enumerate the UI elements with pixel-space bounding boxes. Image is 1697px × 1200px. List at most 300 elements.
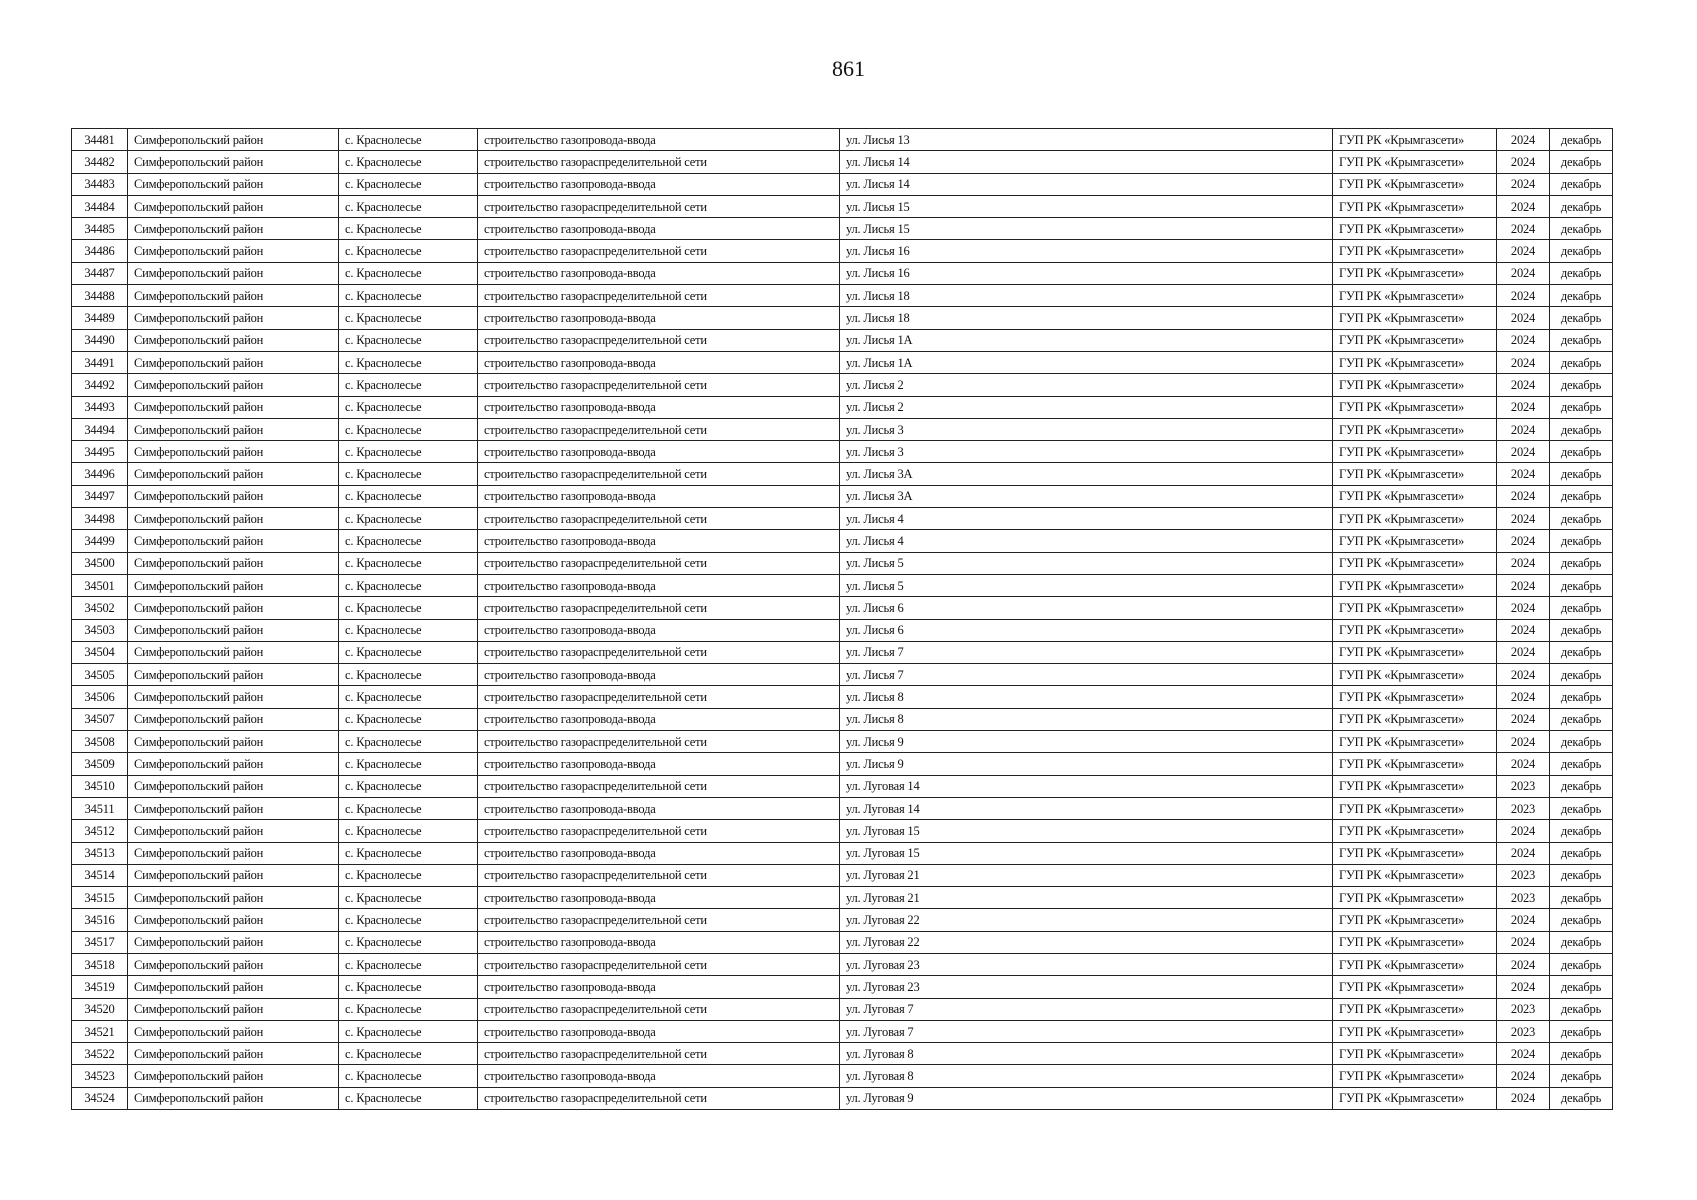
district-cell: Симферопольский район: [128, 374, 339, 396]
row-number-cell: 34497: [72, 485, 128, 507]
month-cell: декабрь: [1550, 218, 1613, 240]
work-type-cell: строительство газораспределительной сети: [478, 1087, 840, 1109]
year-cell: 2024: [1497, 731, 1550, 753]
month-cell: декабрь: [1550, 641, 1613, 663]
work-type-cell: строительство газораспределительной сети: [478, 1043, 840, 1065]
district-cell: Симферопольский район: [128, 887, 339, 909]
table-row: [72, 619, 1613, 641]
district-cell: Симферопольский район: [128, 686, 339, 708]
district-cell: Симферопольский район: [128, 463, 339, 485]
district-cell: Симферопольский район: [128, 731, 339, 753]
address-cell: ул. Луговая 21: [840, 887, 1333, 909]
table-row: [72, 864, 1613, 886]
work-type-cell: строительство газопровода-ввода: [478, 129, 840, 151]
organization-cell: ГУП РК «Крымгазсети»: [1333, 931, 1497, 953]
district-cell: Симферопольский район: [128, 418, 339, 440]
work-type-cell: строительство газораспределительной сети: [478, 508, 840, 530]
district-cell: Симферопольский район: [128, 664, 339, 686]
address-cell: ул. Лисья 5: [840, 574, 1333, 596]
month-cell: декабрь: [1550, 530, 1613, 552]
organization-cell: ГУП РК «Крымгазсети»: [1333, 1020, 1497, 1042]
table-row: [72, 129, 1613, 151]
address-cell: ул. Лисья 18: [840, 285, 1333, 307]
work-type-cell: строительство газораспределительной сети: [478, 864, 840, 886]
organization-cell: ГУП РК «Крымгазсети»: [1333, 374, 1497, 396]
month-cell: декабрь: [1550, 307, 1613, 329]
address-cell: ул. Лисья 6: [840, 597, 1333, 619]
district-cell: Симферопольский район: [128, 708, 339, 730]
year-cell: 2024: [1497, 530, 1550, 552]
month-cell: декабрь: [1550, 240, 1613, 262]
table-row: [72, 195, 1613, 217]
table-row: [72, 552, 1613, 574]
work-type-cell: строительство газопровода-ввода: [478, 887, 840, 909]
work-type-cell: строительство газораспределительной сети: [478, 285, 840, 307]
month-cell: декабрь: [1550, 731, 1613, 753]
organization-cell: ГУП РК «Крымгазсети»: [1333, 1087, 1497, 1109]
organization-cell: ГУП РК «Крымгазсети»: [1333, 864, 1497, 886]
table-row: [72, 173, 1613, 195]
month-cell: декабрь: [1550, 1020, 1613, 1042]
district-cell: Симферопольский район: [128, 285, 339, 307]
year-cell: 2023: [1497, 864, 1550, 886]
district-cell: Симферопольский район: [128, 307, 339, 329]
month-cell: декабрь: [1550, 1043, 1613, 1065]
row-number-cell: 34496: [72, 463, 128, 485]
settlement-cell: с. Краснолесье: [339, 552, 478, 574]
organization-cell: ГУП РК «Крымгазсети»: [1333, 1043, 1497, 1065]
table-row: [72, 151, 1613, 173]
work-type-cell: строительство газопровода-ввода: [478, 396, 840, 418]
table-row: [72, 686, 1613, 708]
month-cell: декабрь: [1550, 619, 1613, 641]
table-row: [72, 931, 1613, 953]
table-row: [72, 374, 1613, 396]
organization-cell: ГУП РК «Крымгазсети»: [1333, 285, 1497, 307]
row-number-cell: 34504: [72, 641, 128, 663]
year-cell: 2024: [1497, 307, 1550, 329]
table-row: [72, 775, 1613, 797]
row-number-cell: 34507: [72, 708, 128, 730]
work-type-cell: строительство газораспределительной сети: [478, 998, 840, 1020]
district-cell: Симферопольский район: [128, 641, 339, 663]
row-number-cell: 34499: [72, 530, 128, 552]
organization-cell: ГУП РК «Крымгазсети»: [1333, 820, 1497, 842]
address-cell: ул. Луговая 22: [840, 931, 1333, 953]
year-cell: 2024: [1497, 597, 1550, 619]
work-type-cell: строительство газораспределительной сети: [478, 686, 840, 708]
address-cell: ул. Луговая 7: [840, 998, 1333, 1020]
row-number-cell: 34505: [72, 664, 128, 686]
row-number-cell: 34486: [72, 240, 128, 262]
table-row: [72, 530, 1613, 552]
district-cell: Симферопольский район: [128, 842, 339, 864]
year-cell: 2024: [1497, 218, 1550, 240]
month-cell: декабрь: [1550, 597, 1613, 619]
table-row: [72, 396, 1613, 418]
row-number-cell: 34500: [72, 552, 128, 574]
district-cell: Симферопольский район: [128, 151, 339, 173]
year-cell: 2024: [1497, 909, 1550, 931]
address-cell: ул. Лисья 13: [840, 129, 1333, 151]
organization-cell: ГУП РК «Крымгазсети»: [1333, 664, 1497, 686]
row-number-cell: 34516: [72, 909, 128, 931]
work-type-cell: строительство газораспределительной сети: [478, 463, 840, 485]
organization-cell: ГУП РК «Крымгазсети»: [1333, 240, 1497, 262]
table-row: [72, 1043, 1613, 1065]
organization-cell: ГУП РК «Крымгазсети»: [1333, 195, 1497, 217]
table-row: [72, 285, 1613, 307]
month-cell: декабрь: [1550, 374, 1613, 396]
settlement-cell: с. Краснолесье: [339, 909, 478, 931]
month-cell: декабрь: [1550, 574, 1613, 596]
year-cell: 2024: [1497, 953, 1550, 975]
district-cell: Симферопольский район: [128, 195, 339, 217]
year-cell: 2024: [1497, 574, 1550, 596]
organization-cell: ГУП РК «Крымгазсети»: [1333, 686, 1497, 708]
organization-cell: ГУП РК «Крымгазсети»: [1333, 508, 1497, 530]
organization-cell: ГУП РК «Крымгазсети»: [1333, 530, 1497, 552]
year-cell: 2024: [1497, 708, 1550, 730]
settlement-cell: с. Краснолесье: [339, 463, 478, 485]
month-cell: декабрь: [1550, 151, 1613, 173]
organization-cell: ГУП РК «Крымгазсети»: [1333, 998, 1497, 1020]
work-type-cell: строительство газораспределительной сети: [478, 195, 840, 217]
row-number-cell: 34515: [72, 887, 128, 909]
row-number-cell: 34482: [72, 151, 128, 173]
row-number-cell: 34498: [72, 508, 128, 530]
district-cell: Симферопольский район: [128, 240, 339, 262]
month-cell: декабрь: [1550, 931, 1613, 953]
row-number-cell: 34511: [72, 797, 128, 819]
year-cell: 2024: [1497, 240, 1550, 262]
district-cell: Симферопольский район: [128, 396, 339, 418]
settlement-cell: с. Краснолесье: [339, 441, 478, 463]
row-number-cell: 34512: [72, 820, 128, 842]
year-cell: 2024: [1497, 664, 1550, 686]
year-cell: 2024: [1497, 396, 1550, 418]
table-row: [72, 753, 1613, 775]
month-cell: декабрь: [1550, 887, 1613, 909]
district-cell: Симферопольский район: [128, 820, 339, 842]
month-cell: декабрь: [1550, 864, 1613, 886]
district-cell: Симферопольский район: [128, 508, 339, 530]
table-row: [72, 508, 1613, 530]
work-type-cell: строительство газопровода-ввода: [478, 619, 840, 641]
row-number-cell: 34509: [72, 753, 128, 775]
table-row: [72, 797, 1613, 819]
work-type-cell: строительство газопровода-ввода: [478, 708, 840, 730]
work-type-cell: строительство газопровода-ввода: [478, 307, 840, 329]
district-cell: Симферопольский район: [128, 998, 339, 1020]
district-cell: Симферопольский район: [128, 552, 339, 574]
row-number-cell: 34501: [72, 574, 128, 596]
month-cell: декабрь: [1550, 820, 1613, 842]
address-cell: ул. Лисья 3: [840, 418, 1333, 440]
address-cell: ул. Лисья 7: [840, 641, 1333, 663]
work-type-cell: строительство газораспределительной сети: [478, 909, 840, 931]
settlement-cell: с. Краснолесье: [339, 1087, 478, 1109]
row-number-cell: 34488: [72, 285, 128, 307]
row-number-cell: 34484: [72, 195, 128, 217]
table-row: [72, 351, 1613, 373]
address-cell: ул. Лисья 4: [840, 508, 1333, 530]
district-cell: Симферопольский район: [128, 351, 339, 373]
month-cell: декабрь: [1550, 262, 1613, 284]
table-row: [72, 1065, 1613, 1087]
work-type-cell: строительство газопровода-ввода: [478, 262, 840, 284]
row-number-cell: 34523: [72, 1065, 128, 1087]
district-cell: Симферопольский район: [128, 976, 339, 998]
settlement-cell: с. Краснолесье: [339, 708, 478, 730]
row-number-cell: 34508: [72, 731, 128, 753]
row-number-cell: 34517: [72, 931, 128, 953]
work-type-cell: строительство газопровода-ввода: [478, 1020, 840, 1042]
row-number-cell: 34489: [72, 307, 128, 329]
settlement-cell: с. Краснолесье: [339, 129, 478, 151]
district-cell: Симферопольский район: [128, 1020, 339, 1042]
address-cell: ул. Лисья 6: [840, 619, 1333, 641]
row-number-cell: 34506: [72, 686, 128, 708]
row-number-cell: 34491: [72, 351, 128, 373]
address-cell: ул. Луговая 22: [840, 909, 1333, 931]
address-cell: ул. Луговая 14: [840, 775, 1333, 797]
address-cell: ул. Луговая 14: [840, 797, 1333, 819]
month-cell: декабрь: [1550, 708, 1613, 730]
year-cell: 2024: [1497, 1043, 1550, 1065]
table-row: [72, 240, 1613, 262]
address-cell: ул. Луговая 23: [840, 976, 1333, 998]
table-row: [72, 329, 1613, 351]
page-number: 861: [832, 56, 865, 81]
gasification-register-table: [71, 128, 1613, 1110]
work-type-cell: строительство газораспределительной сети: [478, 731, 840, 753]
organization-cell: ГУП РК «Крымгазсети»: [1333, 129, 1497, 151]
organization-cell: ГУП РК «Крымгазсети»: [1333, 597, 1497, 619]
table-body: [72, 129, 1613, 1110]
table-row: [72, 953, 1613, 975]
organization-cell: ГУП РК «Крымгазсети»: [1333, 887, 1497, 909]
settlement-cell: с. Краснолесье: [339, 508, 478, 530]
organization-cell: ГУП РК «Крымгазсети»: [1333, 1065, 1497, 1087]
table-row: [72, 1020, 1613, 1042]
organization-cell: ГУП РК «Крымгазсети»: [1333, 441, 1497, 463]
settlement-cell: с. Краснолесье: [339, 976, 478, 998]
organization-cell: ГУП РК «Крымгазсети»: [1333, 619, 1497, 641]
row-number-cell: 34487: [72, 262, 128, 284]
month-cell: декабрь: [1550, 463, 1613, 485]
table-row: [72, 887, 1613, 909]
year-cell: 2024: [1497, 262, 1550, 284]
year-cell: 2024: [1497, 842, 1550, 864]
organization-cell: ГУП РК «Крымгазсети»: [1333, 329, 1497, 351]
organization-cell: ГУП РК «Крымгазсети»: [1333, 262, 1497, 284]
address-cell: ул. Лисья 18: [840, 307, 1333, 329]
settlement-cell: с. Краснолесье: [339, 842, 478, 864]
district-cell: Симферопольский район: [128, 931, 339, 953]
work-type-cell: строительство газораспределительной сети: [478, 597, 840, 619]
address-cell: ул. Лисья 8: [840, 686, 1333, 708]
table-row: [72, 708, 1613, 730]
organization-cell: ГУП РК «Крымгазсети»: [1333, 909, 1497, 931]
year-cell: 2023: [1497, 797, 1550, 819]
year-cell: 2024: [1497, 351, 1550, 373]
row-number-cell: 34502: [72, 597, 128, 619]
district-cell: Симферопольский район: [128, 530, 339, 552]
month-cell: декабрь: [1550, 842, 1613, 864]
table-row: [72, 842, 1613, 864]
district-cell: Симферопольский район: [128, 173, 339, 195]
district-cell: Симферопольский район: [128, 619, 339, 641]
month-cell: декабрь: [1550, 909, 1613, 931]
year-cell: 2024: [1497, 508, 1550, 530]
row-number-cell: 34524: [72, 1087, 128, 1109]
district-cell: Симферопольский район: [128, 218, 339, 240]
address-cell: ул. Лисья 3: [840, 441, 1333, 463]
year-cell: 2024: [1497, 129, 1550, 151]
month-cell: декабрь: [1550, 775, 1613, 797]
organization-cell: ГУП РК «Крымгазсети»: [1333, 307, 1497, 329]
district-cell: Симферопольский район: [128, 753, 339, 775]
year-cell: 2024: [1497, 285, 1550, 307]
year-cell: 2023: [1497, 887, 1550, 909]
address-cell: ул. Лисья 2: [840, 396, 1333, 418]
organization-cell: ГУП РК «Крымгазсети»: [1333, 708, 1497, 730]
settlement-cell: с. Краснолесье: [339, 329, 478, 351]
table-row: [72, 641, 1613, 663]
district-cell: Симферопольский район: [128, 1087, 339, 1109]
work-type-cell: строительство газопровода-ввода: [478, 1065, 840, 1087]
settlement-cell: с. Краснолесье: [339, 864, 478, 886]
table-row: [72, 218, 1613, 240]
organization-cell: ГУП РК «Крымгазсети»: [1333, 731, 1497, 753]
settlement-cell: с. Краснолесье: [339, 619, 478, 641]
month-cell: декабрь: [1550, 129, 1613, 151]
year-cell: 2024: [1497, 374, 1550, 396]
settlement-cell: с. Краснолесье: [339, 820, 478, 842]
district-cell: Симферопольский район: [128, 1065, 339, 1087]
organization-cell: ГУП РК «Крымгазсети»: [1333, 552, 1497, 574]
month-cell: декабрь: [1550, 1087, 1613, 1109]
district-cell: Симферопольский район: [128, 953, 339, 975]
organization-cell: ГУП РК «Крымгазсети»: [1333, 641, 1497, 663]
address-cell: ул. Луговая 9: [840, 1087, 1333, 1109]
settlement-cell: с. Краснолесье: [339, 307, 478, 329]
table-row: [72, 731, 1613, 753]
organization-cell: ГУП РК «Крымгазсети»: [1333, 953, 1497, 975]
table-row: [72, 664, 1613, 686]
year-cell: 2024: [1497, 1087, 1550, 1109]
settlement-cell: с. Краснолесье: [339, 998, 478, 1020]
row-number-cell: 34485: [72, 218, 128, 240]
district-cell: Симферопольский район: [128, 775, 339, 797]
organization-cell: ГУП РК «Крымгазсети»: [1333, 574, 1497, 596]
settlement-cell: с. Краснолесье: [339, 597, 478, 619]
work-type-cell: строительство газопровода-ввода: [478, 441, 840, 463]
work-type-cell: строительство газопровода-ввода: [478, 574, 840, 596]
organization-cell: ГУП РК «Крымгазсети»: [1333, 418, 1497, 440]
table-row: [72, 820, 1613, 842]
work-type-cell: строительство газораспределительной сети: [478, 374, 840, 396]
organization-cell: ГУП РК «Крымгазсети»: [1333, 173, 1497, 195]
settlement-cell: с. Краснолесье: [339, 775, 478, 797]
district-cell: Симферопольский район: [128, 597, 339, 619]
district-cell: Симферопольский район: [128, 909, 339, 931]
month-cell: декабрь: [1550, 953, 1613, 975]
row-number-cell: 34481: [72, 129, 128, 151]
address-cell: ул. Луговая 15: [840, 842, 1333, 864]
year-cell: 2024: [1497, 619, 1550, 641]
table-row: [72, 998, 1613, 1020]
year-cell: 2023: [1497, 998, 1550, 1020]
address-cell: ул. Лисья 9: [840, 753, 1333, 775]
row-number-cell: 34513: [72, 842, 128, 864]
year-cell: 2024: [1497, 329, 1550, 351]
settlement-cell: с. Краснолесье: [339, 574, 478, 596]
work-type-cell: строительство газораспределительной сети: [478, 953, 840, 975]
year-cell: 2024: [1497, 552, 1550, 574]
table-row: [72, 1087, 1613, 1109]
year-cell: 2023: [1497, 775, 1550, 797]
year-cell: 2024: [1497, 441, 1550, 463]
table-row: [72, 597, 1613, 619]
address-cell: ул. Лисья 16: [840, 262, 1333, 284]
organization-cell: ГУП РК «Крымгазсети»: [1333, 351, 1497, 373]
address-cell: ул. Лисья 16: [840, 240, 1333, 262]
address-cell: ул. Лисья 14: [840, 151, 1333, 173]
month-cell: декабрь: [1550, 664, 1613, 686]
address-cell: ул. Лисья 9: [840, 731, 1333, 753]
district-cell: Симферопольский район: [128, 1043, 339, 1065]
address-cell: ул. Луговая 15: [840, 820, 1333, 842]
table-row: [72, 463, 1613, 485]
month-cell: декабрь: [1550, 351, 1613, 373]
year-cell: 2024: [1497, 820, 1550, 842]
settlement-cell: с. Краснолесье: [339, 485, 478, 507]
work-type-cell: строительство газопровода-ввода: [478, 842, 840, 864]
address-cell: ул. Лисья 15: [840, 195, 1333, 217]
work-type-cell: строительство газопровода-ввода: [478, 664, 840, 686]
address-cell: ул. Лисья 4: [840, 530, 1333, 552]
year-cell: 2024: [1497, 931, 1550, 953]
settlement-cell: с. Краснолесье: [339, 151, 478, 173]
table-row: [72, 441, 1613, 463]
address-cell: ул. Лисья 1А: [840, 329, 1333, 351]
row-number-cell: 34493: [72, 396, 128, 418]
work-type-cell: строительство газопровода-ввода: [478, 218, 840, 240]
month-cell: декабрь: [1550, 418, 1613, 440]
address-cell: ул. Лисья 1А: [840, 351, 1333, 373]
month-cell: декабрь: [1550, 485, 1613, 507]
row-number-cell: 34522: [72, 1043, 128, 1065]
work-type-cell: строительство газораспределительной сети: [478, 820, 840, 842]
address-cell: ул. Луговая 8: [840, 1043, 1333, 1065]
work-type-cell: строительство газопровода-ввода: [478, 931, 840, 953]
settlement-cell: с. Краснолесье: [339, 641, 478, 663]
year-cell: 2023: [1497, 1020, 1550, 1042]
month-cell: декабрь: [1550, 285, 1613, 307]
settlement-cell: с. Краснолесье: [339, 285, 478, 307]
organization-cell: ГУП РК «Крымгазсети»: [1333, 396, 1497, 418]
row-number-cell: 34520: [72, 998, 128, 1020]
month-cell: декабрь: [1550, 686, 1613, 708]
row-number-cell: 34503: [72, 619, 128, 641]
organization-cell: ГУП РК «Крымгазсети»: [1333, 775, 1497, 797]
month-cell: декабрь: [1550, 797, 1613, 819]
district-cell: Симферопольский район: [128, 485, 339, 507]
settlement-cell: с. Краснолесье: [339, 753, 478, 775]
row-number-cell: 34490: [72, 329, 128, 351]
